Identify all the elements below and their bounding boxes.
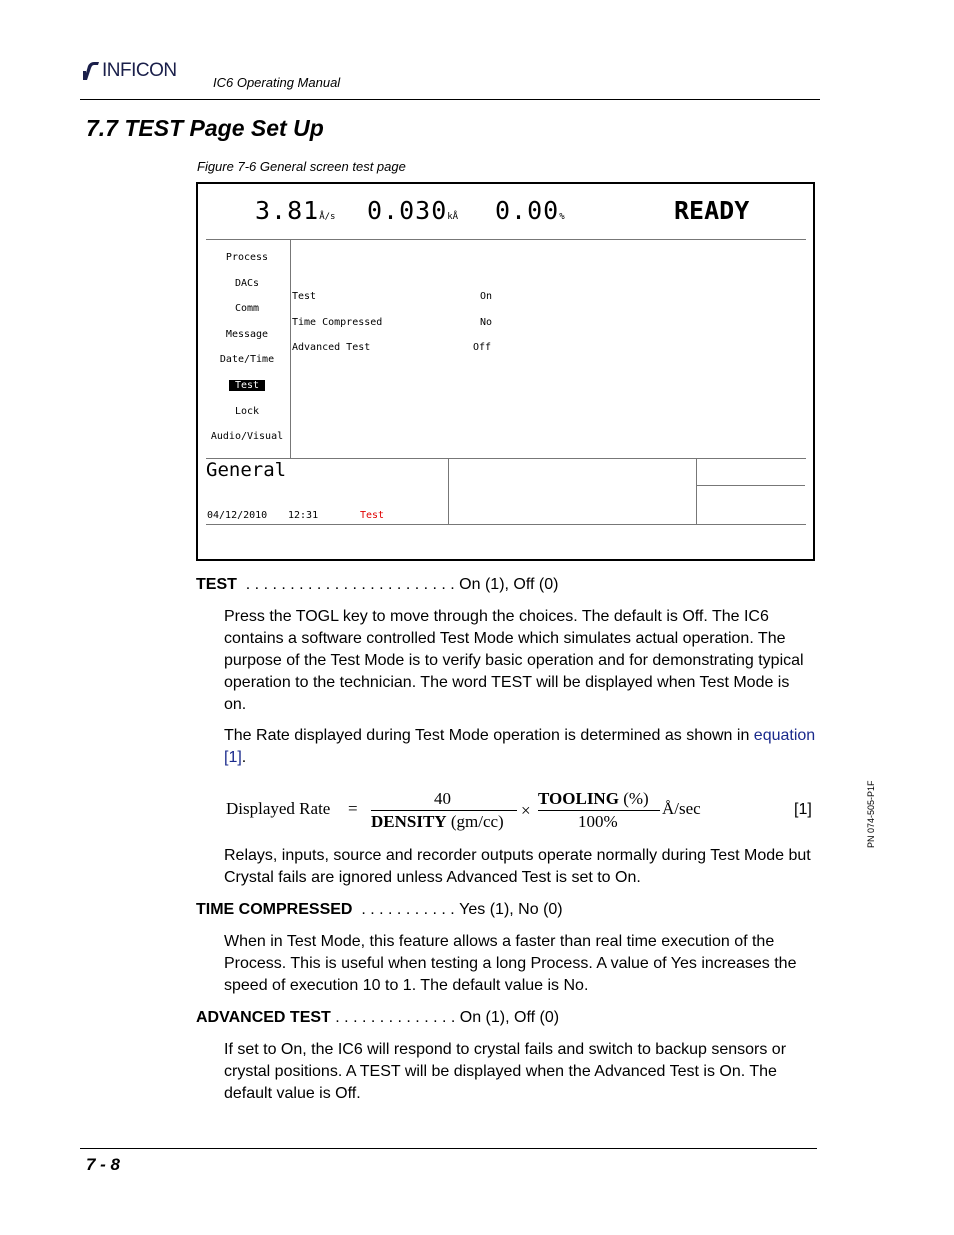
screen-menu — [204, 252, 290, 457]
param-value-test[interactable]: On — [480, 291, 493, 302]
test-mode-indicator: Test — [360, 510, 385, 521]
equation-number: [1] — [794, 801, 812, 818]
entry-test: TEST . . . . . . . . . . . . . . . . . . . . . . . . On (1), Off (0) — [196, 576, 559, 593]
param-label-time-compressed: Time Compressed — [292, 317, 383, 328]
page-name: General — [206, 459, 287, 481]
power-readout: 0.00% — [495, 196, 565, 225]
section-title: 7.7 TEST Page Set Up — [86, 115, 324, 141]
equation-times: × — [521, 801, 531, 820]
equation-denominator-2: 100% — [578, 812, 618, 831]
test-rate-paragraph: The Rate displayed during Test Mode operation is determined as shown in equation [1]. — [224, 727, 816, 766]
screen-time: 12:31 — [288, 510, 319, 521]
test-description: Press the TOGL key to move through the choices. The default is Off. The IC6 contains a software controlled Test Mode which simulates actual operation. The purpose of the Test Mode is to verify basic operation and for demonstrating typical operation to the technician. The word TEST will be displayed when Test Mode is on. — [224, 608, 804, 713]
param-value-time-compressed[interactable]: No — [480, 317, 493, 328]
equation-link[interactable]: equation [1] — [224, 727, 816, 766]
rate-readout: 3.81Å/s — [255, 196, 336, 225]
inficon-logo — [82, 60, 177, 82]
time-compressed-description: When in Test Mode, this feature allows a faster than real time execution of the Process. This is useful when testing a long Process. A value of Yes increases the speed of execution 10 to 1. The default value is No. — [224, 933, 797, 994]
header-divider — [80, 99, 820, 100]
menu-item-date-time[interactable]: Date/Time — [219, 354, 275, 366]
inficon-logo-mark — [82, 61, 100, 81]
entry-time-compressed: TIME COMPRESSED . . . . . . . . . . . Yes (1), No (0) — [196, 901, 563, 918]
screen-bottom-divider — [206, 458, 806, 459]
param-label-test: Test — [292, 291, 317, 302]
fraction-bar-1 — [371, 810, 517, 811]
equation-lhs: Displayed Rate — [226, 799, 331, 818]
status-readout: READY — [674, 196, 750, 225]
equation-denominator-1: DENSITY (gm/cc) — [371, 812, 504, 831]
page-number: 7 - 8 — [86, 1155, 121, 1174]
menu-item-message[interactable]: Message — [225, 328, 269, 340]
bottom-right-divider — [697, 485, 805, 486]
menu-item-test[interactable]: Test — [204, 380, 290, 406]
menu-item-process[interactable]: Process — [225, 252, 269, 263]
screen-footer-divider — [206, 524, 806, 525]
equation-equals: = — [348, 799, 358, 818]
thickness-readout: 0.030kÅ — [367, 196, 459, 225]
entry-advanced-test: ADVANCED TEST . . . . . . . . . . . . . . On (1), Off (0) — [196, 1009, 560, 1026]
figure-caption: Figure 7-6 General screen test page — [197, 159, 406, 174]
bottom-divider-2 — [696, 459, 697, 524]
param-label-advanced-test: Advanced Test — [292, 342, 371, 353]
logo-text: INFICON — [102, 60, 177, 81]
part-number: PN 074-505-P1F — [866, 780, 876, 848]
screen-top-divider — [206, 239, 806, 240]
param-value-advanced-test[interactable]: Off — [473, 342, 492, 353]
equation-numerator-1: 40 — [434, 789, 451, 808]
device-screen — [196, 182, 815, 561]
test-relays-paragraph: Relays, inputs, source and recorder outputs operate normally during Test Mode but Crystal fails are ignored unless Advanced Test is set to On. — [224, 847, 811, 886]
menu-divider — [290, 240, 291, 458]
advanced-test-description: If set to On, the IC6 will respond to crystal fails and switch to backup sensors or crystal positions. A TEST will be displayed when the Advanced Test is On. The default value is Off. — [224, 1041, 787, 1102]
menu-item-dacs[interactable]: DACs — [234, 277, 260, 289]
equation-unit: Å/sec — [662, 799, 701, 818]
equation-numerator-2: TOOLING (%) — [538, 789, 649, 808]
bottom-divider-1 — [448, 459, 449, 524]
menu-item-comm[interactable]: Comm — [234, 303, 260, 315]
menu-item-lock[interactable]: Lock — [234, 405, 260, 417]
manual-title: IC6 Operating Manual — [213, 75, 341, 90]
menu-item-audio-visual[interactable]: Audio/Visual — [210, 431, 284, 443]
footer-divider — [80, 1148, 817, 1149]
fraction-bar-2 — [538, 810, 660, 811]
screen-date: 04/12/2010 — [207, 510, 268, 521]
